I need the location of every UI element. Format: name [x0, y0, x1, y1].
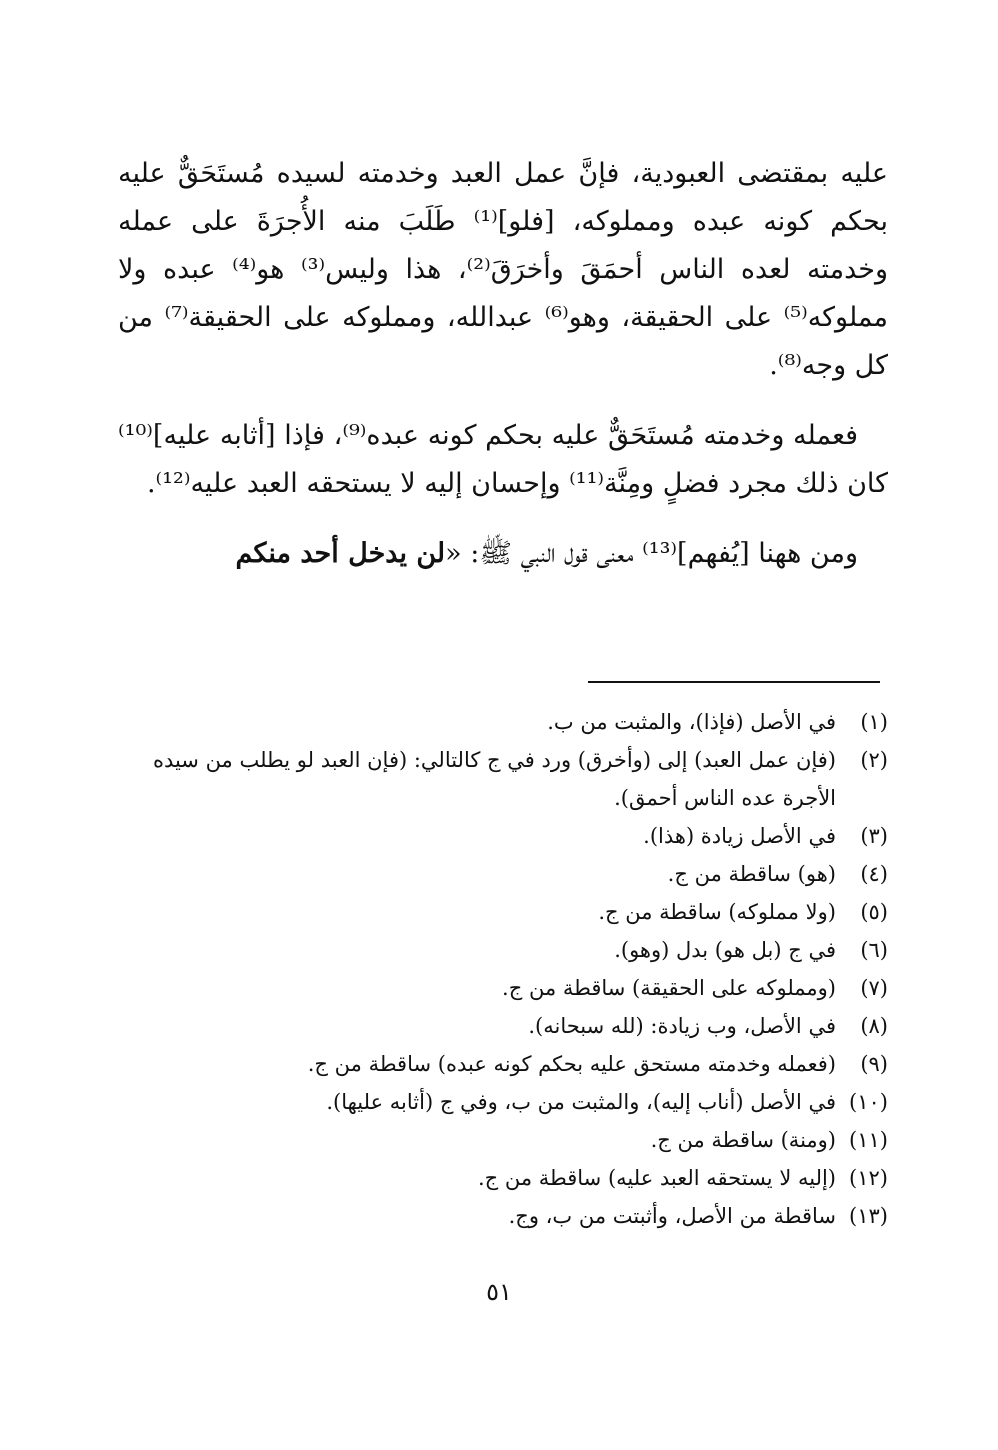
footnote-3	[118, 817, 888, 855]
footnote-13	[118, 1197, 888, 1235]
footnote-text: في ج (بل هو) بدل (وهو).	[614, 938, 836, 962]
footnote-9	[118, 1045, 888, 1083]
footnote-text: (ولا مملوكه) ساقطة من ج.	[598, 900, 836, 924]
footnote-text: ساقطة من الأصل، وأثبتت من ب، وج.	[508, 1204, 836, 1228]
footnote-number: (٧)	[860, 976, 888, 1000]
paragraph-3-lead: ومن ههنا [يُفهم]⁽¹³⁾ معنى قول النبي ﷺ: «	[445, 538, 858, 569]
footnote-2	[118, 741, 888, 817]
footnote-number: (٢)	[860, 748, 888, 772]
footnote-number: (٨)	[860, 1014, 888, 1038]
footnote-number: (٣)	[860, 824, 888, 848]
footnote-text: (فعمله وخدمته مستحق عليه بحكم كونه عبده) ساقطة من ج.	[307, 1052, 836, 1076]
footnote-text: (ومنة) ساقطة من ج.	[650, 1128, 836, 1152]
paragraph-2: فعمله وخدمته مُستَحَقٌّ عليه بحكم كونه عبده⁽⁹⁾، فإذا [أثابه عليه]⁽¹⁰⁾ كان ذلك مجرد فضلٍ ومِنَّة⁽¹¹⁾ وإحسان إليه لا يستحقه العبد عليه⁽¹²⁾.	[118, 420, 888, 499]
footnote-7	[118, 969, 888, 1007]
footnote-number: (٦)	[860, 938, 888, 962]
footnote-separator	[588, 681, 880, 683]
footnote-text: في الأصل (أناب إليه)، والمثبت من ب، وفي ج (أثابه عليها).	[326, 1090, 836, 1114]
footnote-6	[118, 931, 888, 969]
footnotes	[118, 703, 888, 1235]
footnote-text: (هو) ساقطة من ج.	[667, 862, 836, 886]
footnote-number: (١١)	[849, 1128, 888, 1152]
footnote-number: (١٣)	[849, 1204, 888, 1228]
footnote-number: (٤)	[860, 862, 888, 886]
footnote-11	[118, 1121, 888, 1159]
footnote-text: (إليه لا يستحقه العبد عليه) ساقطة من ج.	[477, 1166, 836, 1190]
footnote-text: في الأصل، وب زيادة: (لله سبحانه).	[528, 1014, 836, 1038]
footnote-number: (١)	[860, 710, 888, 734]
paragraph-3	[118, 530, 888, 578]
footnote-number: (٥)	[860, 900, 888, 924]
footnote-text: في الأصل (فإذا)، والمثبت من ب.	[547, 710, 836, 734]
paragraph-1: عليه بمقتضى العبودية، فإنَّ عمل العبد وخدمته لسيده مُستَحَقٌّ عليه بحكم كونه عبده ومملوكه، [فلو]⁽¹⁾ طَلَبَ منه الأُجرَةَ على عمله وخدمته لعده الناس أحمَقَ وأخرَقَ⁽²⁾، هذا وليس⁽³⁾ هو⁽⁴⁾ عبده ولا مملوكه⁽⁵⁾ على الحقيقة، وهو⁽⁶⁾ عبدالله، ومملوكه على الحقيقة⁽⁷⁾ من كل وجه⁽⁸⁾.	[118, 158, 888, 381]
main-text	[118, 150, 888, 600]
footnote-text: (ومملوكه على الحقيقة) ساقطة من ج.	[502, 976, 836, 1000]
footnote-8	[118, 1007, 888, 1045]
footnote-number: (١٠)	[849, 1090, 888, 1114]
hadith-quote: لن يدخل أحد منكم	[235, 538, 446, 569]
footnote-number: (١٢)	[849, 1166, 888, 1190]
footnote-5	[118, 893, 888, 931]
footnote-text: (فإن عمل العبد) إلى (وأخرق) ورد في ج كالتالي: (فإن العبد لو يطلب من سيده الأجرة عده الناس أحمق).	[152, 748, 836, 810]
footnote-10	[118, 1083, 888, 1121]
footnote-12	[118, 1159, 888, 1197]
footnote-4	[118, 855, 888, 893]
footnote-number: (٩)	[860, 1052, 888, 1076]
page-number: ٥١	[486, 1278, 512, 1306]
footnote-text: في الأصل زيادة (هذا).	[643, 824, 836, 848]
footnote-1	[118, 703, 888, 741]
